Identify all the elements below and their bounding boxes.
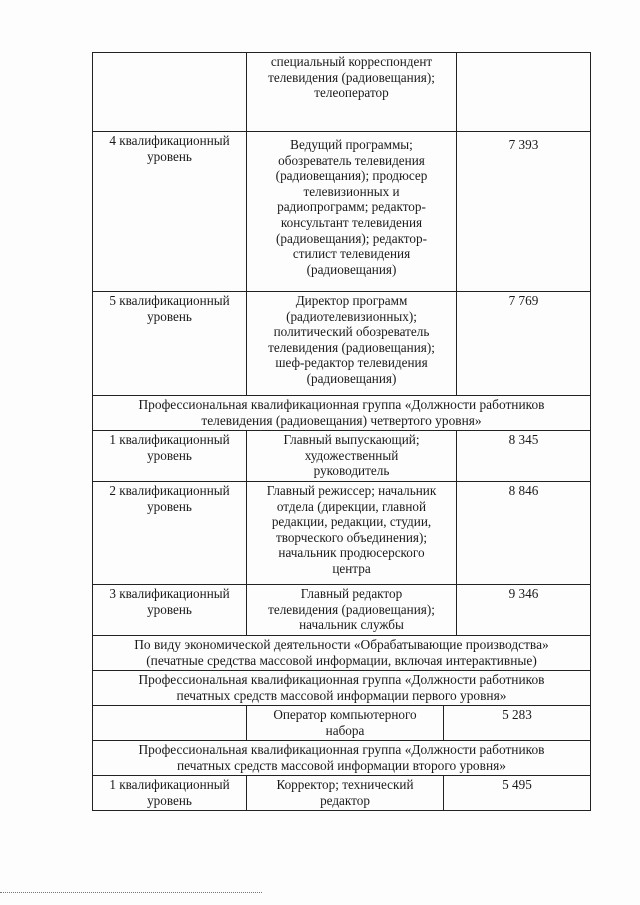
positions-cell: Оператор компьютерного набора	[246, 705, 444, 741]
positions-cell: Главный редактор телевидения (радиовещания); начальник службы	[246, 584, 457, 636]
salary-value-cell: 7 393	[456, 131, 591, 292]
salary-value-cell: 8 345	[456, 430, 591, 482]
positions-cell: Корректор; технический редактор	[246, 775, 444, 811]
positions-cell: Главный режиссер; начальник отдела (дирекции, главной редакции, редакции, студии, творческого объединения); начальник продюсерского центра	[246, 481, 457, 585]
salary-value-cell: 7 769	[456, 291, 591, 396]
level-cell	[92, 705, 247, 741]
salary-value-cell: 8 846	[456, 481, 591, 585]
salary-value-cell: 5 283	[443, 705, 591, 741]
qualification-group-header: Профессиональная квалификационная группа «Должности работников печатных средств массовой информации первого уровня»	[92, 670, 591, 706]
level-cell: 4 квалификационный уровень	[92, 131, 247, 292]
qualification-group-header: Профессиональная квалификационная группа «Должности работников печатных средств массовой информации второго уровня»	[92, 740, 591, 776]
level-cell: 1 квалификационный уровень	[92, 430, 247, 482]
salary-value-cell: 5 495	[443, 775, 591, 811]
positions-cell: специальный корреспондент телевидения (радиовещания); телеоператор	[246, 52, 457, 132]
salary-value-cell: 9 346	[456, 584, 591, 636]
level-cell: 5 квалификационный уровень	[92, 291, 247, 396]
positions-cell: Ведущий программы; обозреватель телевидения (радиовещания); продюсер телевизионных и радиопрограмм; редактор- консультант телевидения (радиовещания); редактор- стилист телевидения (радиовещания)	[246, 131, 457, 292]
qualification-group-header: Профессиональная квалификационная группа «Должности работников телевидения (радиовещания) четвертого уровня»	[92, 395, 591, 431]
level-cell: 1 квалификационный уровень	[92, 775, 247, 811]
positions-cell: Директор программ (радиотелевизионных); политический обозреватель телевидения (радиовещания); шеф-редактор телевидения (радиовещания)	[246, 291, 457, 396]
positions-cell: Главный выпускающий; художественный руководитель	[246, 430, 457, 482]
level-cell: 2 квалификационный уровень	[92, 481, 247, 585]
activity-type-header: По виду экономической деятельности «Обрабатывающие производства» (печатные средства массовой информации, включая интерактивные)	[92, 635, 591, 671]
level-cell: 3 квалификационный уровень	[92, 584, 247, 636]
salary-value-cell	[456, 52, 591, 132]
level-cell	[92, 52, 247, 132]
page-footer-divider	[0, 892, 262, 893]
